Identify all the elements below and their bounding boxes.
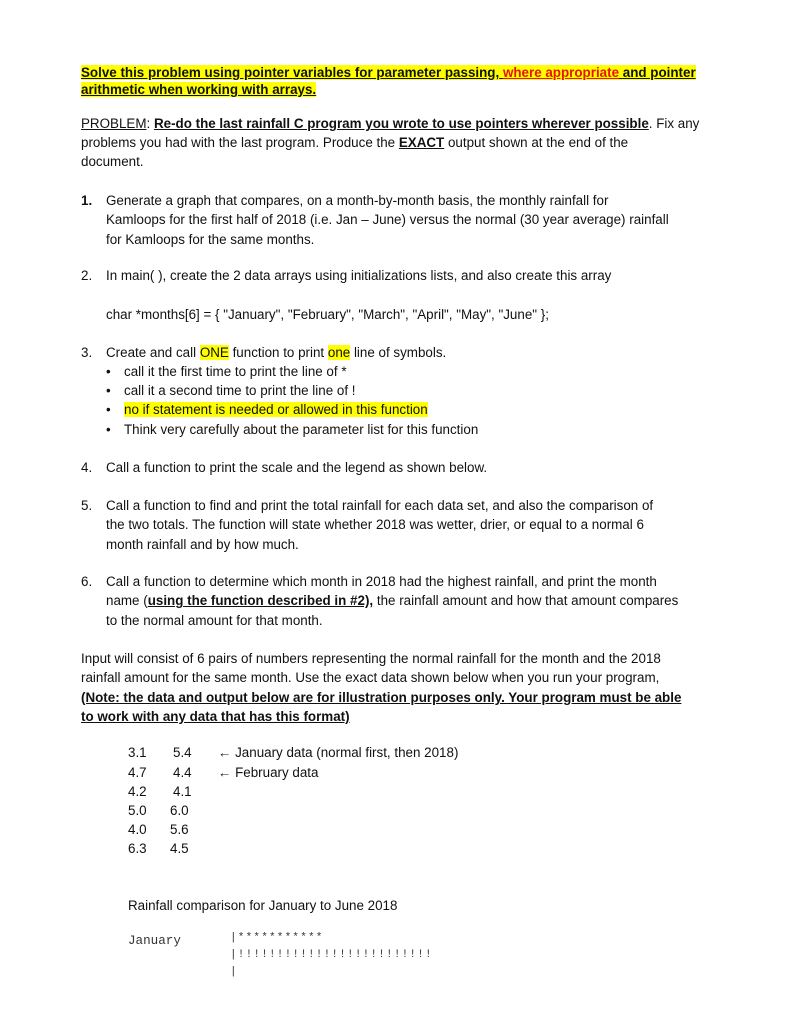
heading-part-1: Solve this problem using pointer variables for parameter passing, (81, 65, 500, 80)
item-4-text: Call a function to print the scale and the legend as shown below. (106, 460, 488, 475)
data-normal: 4.0 (128, 822, 147, 837)
bullet-dot: • (106, 402, 111, 417)
item-1-number: 1. (81, 193, 93, 208)
item-1-text: Generate a graph that compares, on a month-by-month basis, the monthly rainfall for Kamloops for the first half of 2018 (i.e. Jan – June) versus the normal (30 year average) rainfall for Kamloops for the same months. (106, 193, 669, 247)
heading-line-1 (81, 64, 696, 81)
data-annotation: ← January data (normal first, then 2018) (218, 745, 459, 760)
bullet-3-highlight: no if statement is needed or allowed in this function (124, 402, 428, 417)
data-2018: 4.5 (170, 841, 189, 856)
data-2018: 6.0 (170, 803, 189, 818)
item-2-text: In main( ), create the 2 data arrays using initializations lists, and also create this array (106, 268, 612, 283)
data-annotation: ← February data (218, 765, 319, 780)
input-description: Input will consist of 6 pairs of numbers representing the normal rainfall for the month and the 2018 rainfall amount for the same month. Use the exact data shown below when you run your program, (Note: the data and output below are for illustration purposes only. Your program must be able to work with any data that has this format) (81, 649, 721, 726)
item-5-text: Call a function to find and print the total rainfall for each data set, and also the comparison of the two totals. The function will state whether 2018 was wetter, drier, or equal to a normal 6 month rainfall and by how much. (106, 498, 654, 552)
problem-label: PROBLEM (81, 116, 147, 131)
output-star-bar: |*********** (230, 932, 324, 944)
bullet-2: call it a second time to print the line of ! (124, 383, 356, 398)
problem-instruction: Re-do the last rainfall C program you wrote to use pointers wherever possible (153, 116, 649, 131)
heading-red-part: where appropriate (502, 65, 620, 80)
item-6-number: 6. (81, 574, 93, 589)
output-bar-end: | (230, 966, 237, 978)
note-line-2: to work with any data that has this format) (81, 708, 350, 724)
data-normal: 3.1 (128, 745, 147, 760)
item-4-number: 4. (81, 460, 93, 475)
note-line-1: (Note: the data and output below are for illustration purposes only. Your program must be able (81, 689, 682, 705)
data-normal: 4.7 (128, 765, 147, 780)
problem-line-3: document. (81, 154, 144, 169)
data-normal: 4.2 (128, 784, 147, 799)
problem-line-1: PROBLEM: Re-do the last rainfall C program you wrote to use pointers wherever possible. Fix any (81, 116, 700, 131)
data-normal: 5.0 (128, 803, 147, 818)
data-2018: 4.1 (173, 784, 192, 799)
data-normal: 6.3 (128, 841, 147, 856)
item-2-number: 2. (81, 268, 93, 283)
bullet-dot: • (106, 422, 111, 437)
item-3-text: Create and call ONE function to print one line of symbols. (106, 345, 447, 360)
output-bang-bar: |!!!!!!!!!!!!!!!!!!!!!!!!! (230, 949, 433, 961)
heading-line-2 (81, 81, 316, 98)
highlight-one-upper: ONE (199, 345, 229, 360)
highlight-one-lower: one (327, 345, 351, 360)
output-title: Rainfall comparison for January to June 2018 (128, 898, 398, 913)
item-6-reference: using the function described in #2), (147, 593, 374, 609)
bullet-3 (124, 400, 428, 419)
output-month-label: January (128, 934, 181, 948)
bullet-4: Think very carefully about the parameter list for this function (124, 422, 479, 437)
data-2018: 5.6 (170, 822, 189, 837)
months-array-code: char *months[6] = { "January", "February", "March", "April", "May", "June" }; (106, 307, 549, 322)
exact-word: EXACT (398, 135, 445, 150)
item-3-number: 3. (81, 345, 93, 360)
data-2018: 5.4 (173, 745, 192, 760)
item-6-text: Call a function to determine which month in 2018 had the highest rainfall, and print the month name (using the function described in #2), the rainfall amount and how that amount compares to the normal amount for that month. (106, 574, 679, 628)
item-5-number: 5. (81, 498, 93, 513)
problem-line-2: problems you had with the last program. Produce the EXACT output shown at the end of the (81, 135, 629, 150)
bullet-1: call it the first time to print the line of * (124, 364, 347, 379)
bullet-dot: • (106, 364, 111, 379)
bullet-dot: • (106, 383, 111, 398)
heading-line-2-text: arithmetic when working with arrays. (81, 82, 317, 97)
heading-part-3: and pointer (622, 65, 696, 80)
data-2018: 4.4 (173, 765, 192, 780)
